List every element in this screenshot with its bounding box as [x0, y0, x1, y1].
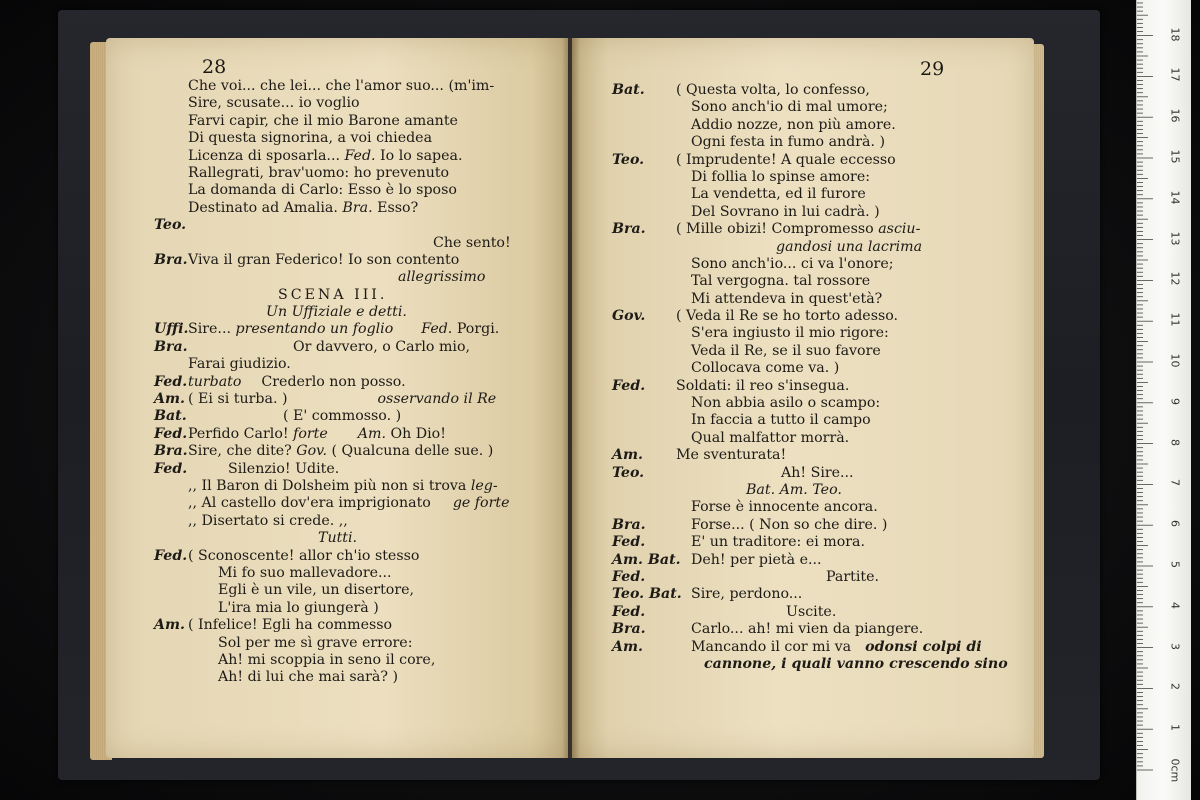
line-text: [676, 586, 802, 603]
text-segment: Sono anch'io... ci va l'onore;: [691, 255, 894, 272]
ruler-number: 13: [1168, 231, 1182, 246]
text-segment: Soldati: il reo s'insegua.: [676, 377, 850, 394]
line-text: [676, 239, 922, 256]
line-text: [188, 165, 449, 182]
line-text: [676, 378, 849, 395]
line-text: [676, 534, 865, 551]
line-text: [188, 148, 463, 165]
text-segment: ( Ei si turba. ): [188, 391, 288, 408]
line-text: [676, 639, 982, 656]
line-text: [676, 621, 923, 638]
text-segment: Sire, perdono...: [691, 586, 803, 603]
text-segment: Ah! di lui che mai sarà? ): [218, 669, 399, 686]
line-text: [676, 117, 896, 134]
line-text: [676, 291, 882, 308]
speaker-label: Bra.: [612, 516, 646, 533]
ruler-number: 3: [1168, 642, 1182, 650]
ruler-number: 6: [1168, 520, 1182, 528]
line-text: [676, 273, 870, 290]
ruler-number: 5: [1168, 561, 1182, 568]
line-text: [676, 256, 894, 273]
left-page-number: 28: [202, 56, 227, 78]
line-text: [676, 569, 879, 586]
text-segment: Bra.: [342, 199, 373, 216]
line-text: [676, 308, 898, 325]
text-segment: In faccia a tutto il campo: [691, 412, 871, 429]
text-segment: Di questa signorina, a voi chiedea: [188, 130, 433, 147]
line-text: [676, 656, 1008, 673]
line-text: [188, 252, 459, 269]
line-text: [676, 169, 870, 186]
line-text: [676, 82, 870, 99]
speaker-label: Am.: [154, 391, 185, 408]
text-segment: Io lo sapea.: [375, 147, 463, 164]
text-segment: ,, Disertato si crede. ,,: [188, 512, 348, 529]
ruler-number: 11: [1168, 312, 1182, 327]
text-segment: Uscite.: [786, 603, 837, 620]
line-text: [188, 635, 412, 652]
line-text: [188, 321, 499, 338]
text-segment: SCENA III.: [278, 286, 388, 303]
text-segment: ( E' commosso. ): [283, 408, 402, 425]
text-segment: leg-: [470, 477, 498, 494]
ruler-number: 16: [1168, 108, 1182, 123]
text-segment: Un Uffiziale e detti.: [266, 304, 407, 321]
text-segment: ,, Il Baron di Dolsheim più non si trova: [188, 477, 471, 494]
text-segment: presentando un foglio: [235, 321, 394, 338]
line-text: [188, 408, 401, 425]
speaker-label: Gov.: [612, 308, 646, 325]
line-text: [676, 412, 871, 429]
line-text: [676, 325, 889, 342]
text-segment: osservando il Re: [377, 391, 497, 408]
line-text: [188, 304, 407, 321]
line-text: [188, 374, 406, 391]
text-segment: Rallegrati, brav'uomo: ho prevenuto: [188, 164, 450, 181]
ruler-number: 17: [1168, 67, 1182, 82]
text-segment: ge forte: [452, 495, 510, 512]
text-segment: gandosi una lacrima: [776, 238, 923, 255]
text-segment: Bat. Am. Teo.: [746, 481, 842, 498]
speaker-label: Fed.: [612, 568, 646, 585]
speaker-label: Bat.: [612, 82, 645, 98]
line-text: [188, 269, 485, 286]
text-segment: Mi fo suo mallevadore...: [218, 564, 392, 581]
line-text: [188, 669, 398, 686]
line-text: [188, 478, 498, 495]
text-segment: L'ira mia lo giungerà ): [218, 599, 379, 616]
text-segment: cannone, i quali vanno crescendo sino: [704, 655, 1008, 672]
text-segment: ( Infelice! Egli ha commesso: [188, 617, 393, 634]
text-segment: ,, Al castello dov'era imprigionato: [188, 495, 431, 512]
text-segment: Forse... ( Non so che dire. ): [691, 516, 888, 533]
line-text: [676, 430, 849, 447]
text-segment: allegrissimo: [398, 269, 486, 286]
speaker-label: Am.: [154, 617, 185, 634]
line-text: [188, 461, 339, 478]
text-segment: Ah! Sire...: [781, 464, 854, 481]
text-segment: Che voi... che lei... che l'amor suo... (m'im-: [188, 78, 495, 94]
text-segment: Esso?: [372, 199, 419, 216]
speaker-label: Bra.: [154, 443, 188, 460]
speaker-label: Fed.: [154, 425, 188, 442]
line-text: [188, 565, 392, 582]
text-segment: Farai giudizio.: [188, 356, 291, 373]
speaker-label: Bra.: [612, 621, 646, 638]
line-text: [676, 186, 866, 203]
line-text: [676, 99, 888, 116]
text-segment: Gov.: [296, 443, 327, 460]
text-segment: Licenza di sposarla...: [188, 147, 345, 164]
line-text: [676, 204, 880, 221]
text-segment: Egli è un vile, un disertore,: [218, 582, 415, 599]
measurement-ruler: [1136, 0, 1191, 800]
speaker-label: Am. Bat.: [612, 551, 681, 568]
line-text: [676, 360, 839, 377]
ruler-number: 7: [1168, 479, 1182, 487]
text-segment: Sono anch'io di mal umore;: [691, 99, 888, 116]
speaker-label: Am.: [612, 638, 643, 655]
text-segment: forte: [293, 425, 328, 442]
text-segment: Or davvero, o Carlo mio,: [293, 338, 471, 355]
right-page-number: 29: [920, 58, 945, 80]
line-text: [676, 134, 885, 151]
line-text: [188, 287, 387, 304]
line-text: [676, 482, 842, 499]
speaker-label: Uffi.: [154, 321, 189, 338]
speaker-label: Fed.: [154, 460, 188, 477]
line-text: [188, 426, 446, 443]
ruler-number: 14: [1168, 190, 1182, 205]
line-text: [676, 517, 887, 534]
text-segment: Silenzio! Udite.: [228, 460, 340, 477]
text-segment: Deh! per pietà e...: [691, 551, 822, 568]
speaker-label: Am.: [612, 447, 643, 464]
text-segment: Tutti.: [318, 530, 358, 547]
text-segment: turbato: [188, 373, 242, 390]
speaker-label: Teo.: [612, 464, 645, 481]
text-segment: Viva il gran Federico! Io son contento: [188, 251, 460, 268]
speaker-label: Fed.: [612, 534, 646, 551]
speaker-label: Fed.: [612, 603, 646, 620]
line-text: [676, 499, 878, 516]
left-page: [106, 38, 568, 758]
speaker-label: Fed.: [612, 377, 646, 394]
line-text: [188, 339, 470, 356]
line-text: [188, 530, 357, 547]
text-segment: Veda il Re, se il suo favore: [691, 342, 881, 359]
text-segment: Addio nozze, non più amore.: [691, 116, 896, 133]
text-segment: ( Questa volta, lo confesso,: [676, 82, 870, 98]
book-gutter: [562, 38, 580, 758]
text-segment: Sire, scusate... io voglio: [188, 95, 360, 112]
text-segment: Am.: [357, 425, 386, 442]
text-segment: Me sventurata!: [676, 447, 787, 464]
text-segment: Non abbia asilo o scampo:: [691, 395, 881, 412]
line-text: [188, 548, 419, 565]
speaker-label: Teo.: [612, 151, 645, 168]
text-segment: Sol per me sì grave errore:: [218, 634, 413, 651]
line-text: [188, 513, 348, 530]
ruler-number: 1: [1168, 724, 1182, 732]
line-text: [676, 465, 854, 482]
line-text: [188, 582, 414, 599]
ruler-number: 8: [1168, 438, 1182, 446]
text-segment: ( Imprudente! A quale eccesso: [676, 151, 896, 168]
line-text: [188, 495, 509, 512]
text-segment: Forse è innocente ancora.: [691, 499, 878, 516]
text-segment: Sire...: [188, 321, 236, 338]
ruler-number: 10: [1168, 353, 1182, 368]
text-segment: Crederlo non posso.: [261, 373, 406, 390]
speaker-label: Teo.: [154, 217, 187, 234]
text-segment: asciu-: [878, 221, 921, 238]
line-text: [676, 343, 881, 360]
line-text: [676, 152, 896, 169]
text-segment: Destinato ad Amalia.: [188, 199, 343, 216]
line-text: [676, 552, 822, 569]
text-segment: E' un traditore: ei mora.: [691, 534, 866, 551]
text-segment: Che sento!: [433, 234, 511, 251]
line-text: [188, 130, 432, 147]
text-segment: Ah! mi scoppia in seno il core,: [218, 651, 436, 668]
line-text: [188, 443, 493, 460]
ruler-number: 2: [1168, 683, 1182, 691]
speaker-label: Fed.: [154, 547, 188, 564]
line-text: [188, 356, 291, 373]
ruler-number: 4: [1168, 601, 1182, 609]
text-segment: Fed.: [344, 147, 376, 164]
line-text: [676, 221, 920, 238]
text-segment: ( Qualcuna delle sue. ): [327, 443, 494, 460]
line-text: [676, 604, 836, 621]
text-segment: Di follia lo spinse amore:: [691, 168, 871, 185]
text-segment: Sire, che dite?: [188, 443, 297, 460]
text-segment: Tal vergogna. tal rossore: [691, 273, 871, 290]
text-segment: S'era ingiusto il mio rigore:: [691, 325, 889, 342]
speaker-label: Bra.: [154, 251, 188, 268]
text-segment: ( Mille obizi! Compromesso: [676, 221, 879, 238]
text-segment: Ogni festa in fumo andrà. ): [691, 134, 886, 151]
text-segment: Porgi.: [452, 321, 500, 338]
text-segment: Qual malfattor morrà.: [691, 429, 850, 446]
ruler-number: 9: [1168, 397, 1182, 405]
speaker-label: Bat.: [154, 408, 187, 425]
text-segment: Perfido Carlo!: [188, 425, 294, 442]
speaker-label: Bra.: [612, 221, 646, 238]
ruler-number: 18: [1168, 27, 1182, 42]
line-text: [188, 617, 392, 634]
text-segment: Fed.: [421, 321, 453, 338]
ruler-number: 12: [1168, 271, 1182, 286]
line-text: [188, 200, 418, 217]
ruler-number: 15: [1168, 149, 1182, 164]
ruler-ticks: [1137, 0, 1191, 800]
line-text: [188, 600, 379, 617]
line-text: [188, 78, 494, 95]
speaker-label: Teo. Bat.: [612, 586, 682, 603]
text-segment: Del Sovrano in lui cadrà. ): [691, 203, 880, 220]
text-segment: Mancando il cor mi va: [691, 638, 852, 655]
speaker-label: Bra.: [154, 338, 188, 355]
line-text: [676, 447, 786, 464]
speaker-label: Fed.: [154, 373, 188, 390]
text-segment: La vendetta, ed il furore: [691, 186, 866, 203]
right-page: [572, 38, 1034, 758]
text-segment: ( Sconoscente! allor ch'io stesso: [188, 547, 420, 564]
line-text: [188, 113, 458, 130]
ruler-number: 0cm: [1168, 758, 1182, 783]
text-segment: La domanda di Carlo: Esso è lo sposo: [188, 182, 457, 199]
text-segment: ( Veda il Re se ho torto adesso.: [676, 308, 899, 325]
text-segment: Oh Dio!: [385, 425, 446, 442]
line-text: [188, 652, 435, 669]
text-segment: Farvi capir, che il mio Barone amante: [188, 112, 458, 129]
text-segment: Carlo... ah! mi vien da piangere.: [691, 621, 924, 638]
text-segment: Mi attendeva in quest'età?: [691, 290, 883, 307]
line-text: [188, 182, 457, 199]
text-segment: odonsi colpi di: [865, 638, 982, 655]
line-text: [676, 395, 880, 412]
text-segment: Partite.: [826, 568, 879, 585]
line-text: [188, 235, 511, 252]
line-text: [188, 391, 496, 408]
text-segment: Collocava come va. ): [691, 360, 840, 377]
